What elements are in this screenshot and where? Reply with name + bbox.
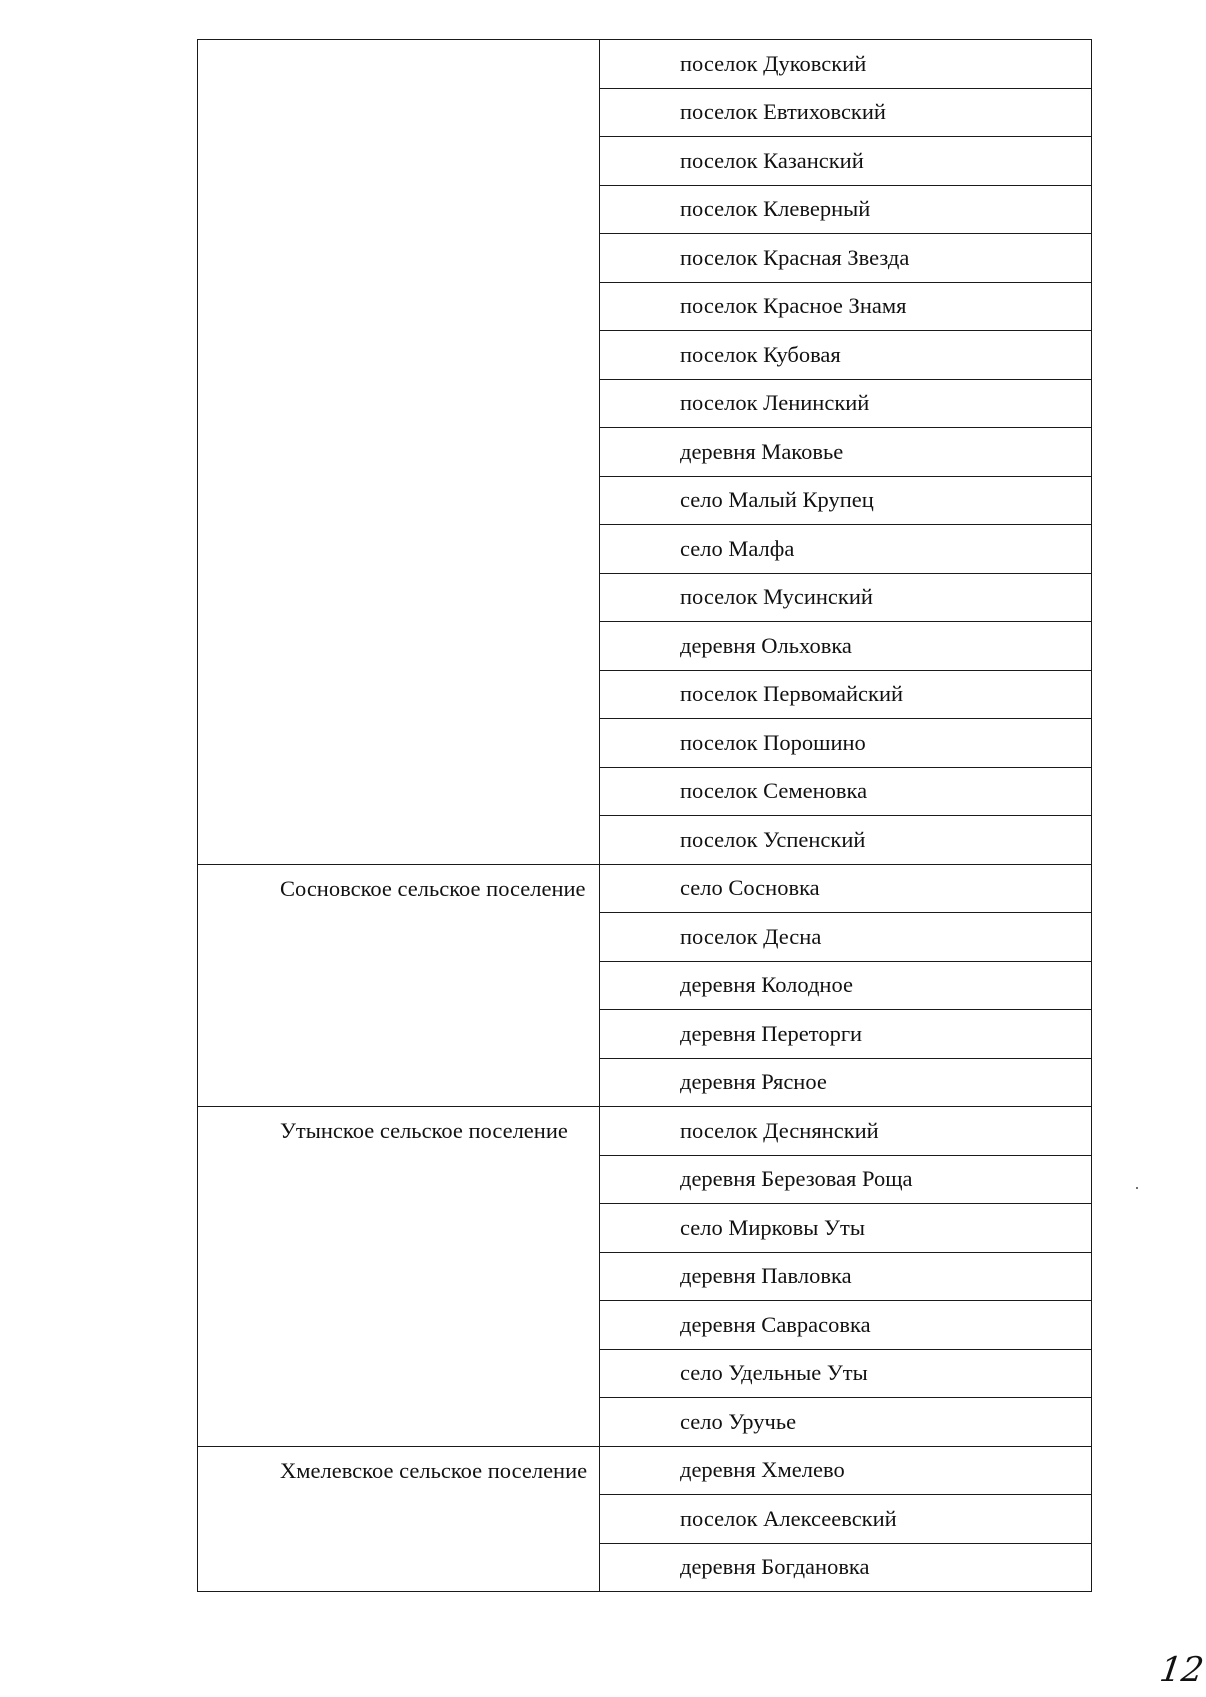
table-row (198, 40, 1092, 89)
settlement-cell: село Уручье (600, 1398, 1092, 1447)
settlement-cell: деревня Павловка (600, 1252, 1092, 1301)
settlement-cell: село Удельные Уты (600, 1349, 1092, 1398)
table-row (198, 1446, 1092, 1495)
settlement-cell: поселок Успенский (600, 816, 1092, 865)
settlements-table (197, 39, 1092, 1592)
settlement-cell: поселок Евтиховский (600, 88, 1092, 137)
settlement-cell: поселок Порошино (600, 719, 1092, 768)
settlement-cell: деревня Богдановка (600, 1543, 1092, 1592)
settlement-cell: поселок Алексеевский (600, 1495, 1092, 1544)
page-number: 12 (1157, 1650, 1206, 1690)
settlement-cell: деревня Рясное (600, 1058, 1092, 1107)
municipality-cell: Хмелевское сельское поселение (198, 1446, 600, 1592)
municipality-cell (198, 40, 600, 865)
settlement-cell: деревня Ольховка (600, 622, 1092, 671)
settlement-cell: деревня Колодное (600, 961, 1092, 1010)
settlement-cell: деревня Маковье (600, 428, 1092, 477)
municipality-cell: Утынское сельское поселение (198, 1107, 600, 1447)
settlement-cell: село Малый Крупец (600, 476, 1092, 525)
settlement-cell: поселок Деснянский (600, 1107, 1092, 1156)
settlement-cell: деревня Саврасовка (600, 1301, 1092, 1350)
settlement-cell: поселок Ленинский (600, 379, 1092, 428)
settlement-cell: село Сосновка (600, 864, 1092, 913)
settlement-cell: поселок Красная Звезда (600, 234, 1092, 283)
settlement-cell: поселок Казанский (600, 137, 1092, 186)
settlement-cell: деревня Переторги (600, 1010, 1092, 1059)
table-row (198, 1107, 1092, 1156)
settlement-cell: село Малфа (600, 525, 1092, 574)
scan-speck (1136, 1187, 1138, 1189)
table-row (198, 864, 1092, 913)
settlement-cell: село Мирковы Уты (600, 1204, 1092, 1253)
settlement-cell: деревня Хмелево (600, 1446, 1092, 1495)
settlement-cell: поселок Клеверный (600, 185, 1092, 234)
settlement-cell: поселок Мусинский (600, 573, 1092, 622)
table-body (198, 40, 1092, 1592)
settlement-cell: поселок Кубовая (600, 331, 1092, 380)
municipality-cell: Сосновское сельское поселение (198, 864, 600, 1107)
settlement-cell: поселок Красное Знамя (600, 282, 1092, 331)
settlement-cell: поселок Дуковский (600, 40, 1092, 89)
settlement-cell: поселок Десна (600, 913, 1092, 962)
settlement-cell: поселок Первомайский (600, 670, 1092, 719)
settlement-cell: деревня Березовая Роща (600, 1155, 1092, 1204)
settlement-cell: поселок Семеновка (600, 767, 1092, 816)
